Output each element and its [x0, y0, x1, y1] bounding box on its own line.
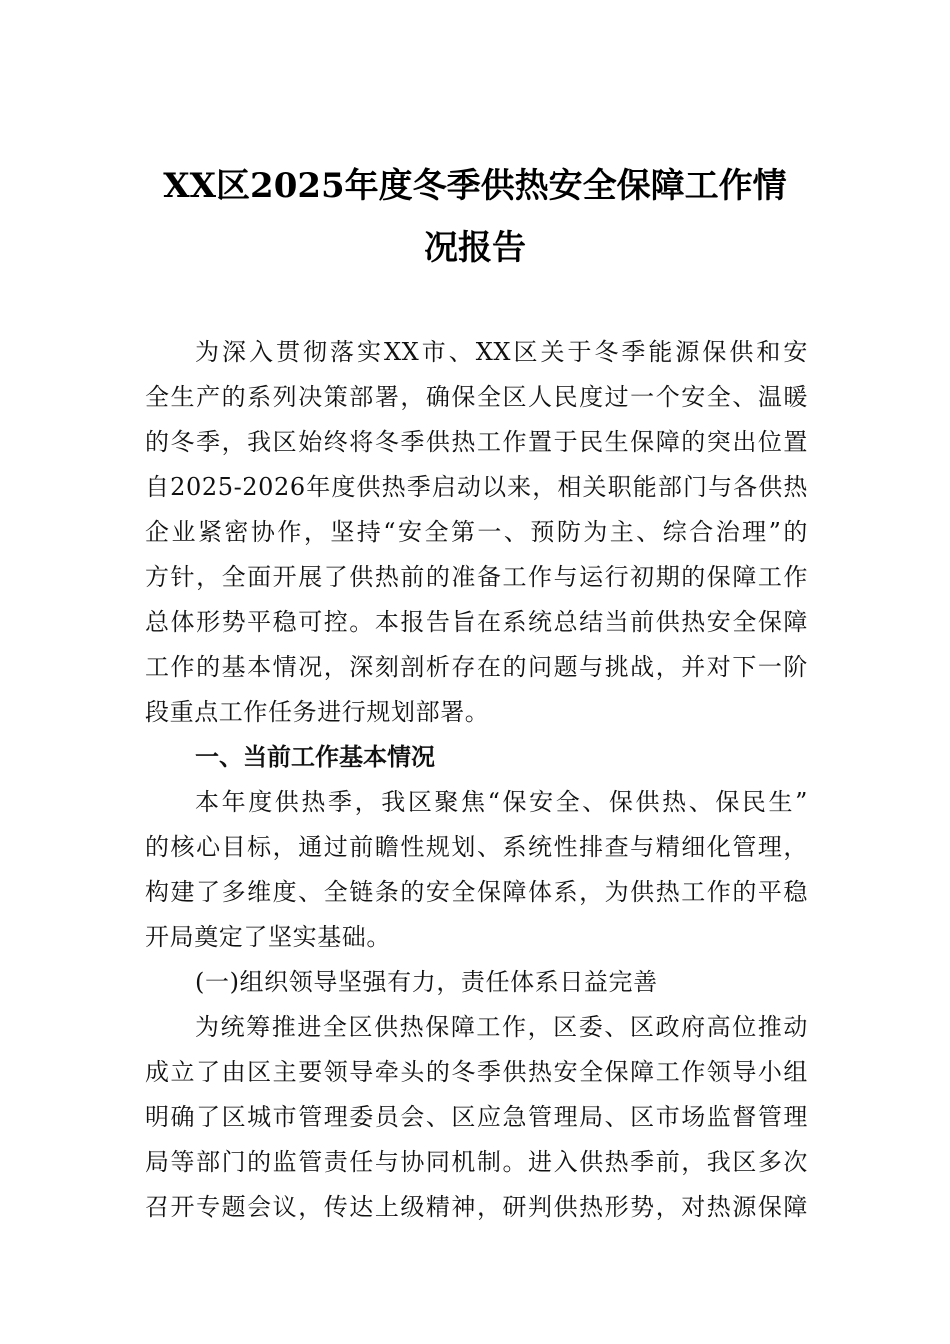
text-line: 的核心目标，通过前瞻性规划、系统性排查与精细化管理， [145, 833, 808, 861]
text-line: 为统筹推进全区供热保障工作，区委、区政府高位推动 [195, 1013, 808, 1041]
title-line-2: 况报告 [424, 228, 526, 268]
subsection-heading: (一)组织领导坚强有力，责任体系日益完善 [195, 968, 658, 996]
text-line: 企业紧密协作，坚持“安全第一、预防为主、综合治理”的 [145, 518, 808, 546]
text-line: 总体形势平稳可控。本报告旨在系统总结当前供热安全保障 [145, 608, 808, 636]
document-body [145, 330, 808, 1230]
text-line: 方针，全面开展了供热前的准备工作与运行初期的保障工作 [145, 563, 808, 591]
section-heading: 一、当前工作基本情况 [195, 743, 435, 771]
text-line: 为深入贯彻落实XX市、XX区关于冬季能源保供和安 [195, 338, 808, 366]
text-line: 本年度供热季，我区聚焦“保安全、保供热、保民生” [195, 788, 808, 816]
text-line: 召开专题会议，传达上级精神，研判供热形势，对热源保障 [145, 1193, 808, 1221]
text-line: 开局奠定了坚实基础。 [145, 923, 391, 951]
title-line-1: XX区2025年度冬季供热安全保障工作情 [163, 166, 787, 206]
text-line: 构建了多维度、全链条的安全保障体系，为供热工作的平稳 [145, 878, 808, 906]
text-line: 全生产的系列决策部署，确保全区人民度过一个安全、温暖 [145, 383, 808, 411]
text-line: 明确了区城市管理委员会、区应急管理局、区市场监督管理 [145, 1103, 808, 1131]
section1-paragraph [145, 780, 808, 960]
document-title [120, 155, 830, 279]
text-line: 工作的基本情况，深刻剖析存在的问题与挑战，并对下一阶 [145, 653, 808, 681]
text-line: 的冬季，我区始终将冬季供热工作置于民生保障的突出位置 [145, 428, 808, 456]
subsection1-paragraph [145, 1005, 808, 1230]
text-line: 成立了由区主要领导牵头的冬季供热安全保障工作领导小组 [145, 1058, 808, 1086]
text-line: 自2025-2026年度供热季启动以来，相关职能部门与各供热 [145, 473, 808, 501]
intro-paragraph [145, 330, 808, 735]
text-line: 局等部门的监管责任与协同机制。进入供热季前，我区多次 [145, 1148, 808, 1176]
text-line: 段重点工作任务进行规划部署。 [145, 698, 490, 726]
